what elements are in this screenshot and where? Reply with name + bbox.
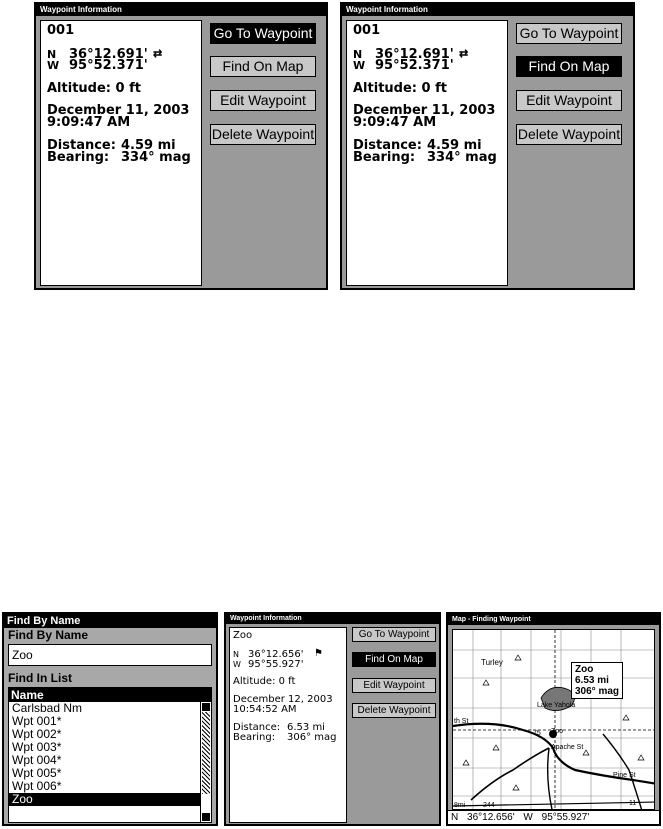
waypoint-info-zoo-screen	[224, 612, 441, 826]
list-item-selected[interactable]: Zoo	[9, 793, 211, 806]
find-on-map-button[interactable]: Find On Map	[516, 56, 622, 77]
list-item[interactable]: Wpt 004*	[12, 753, 62, 767]
lat-prefix: N	[47, 48, 57, 61]
latitude: 36°12.691'	[69, 47, 148, 62]
map-label-hwy-11: 11	[629, 800, 637, 807]
find-on-map-button[interactable]: Find On Map	[352, 652, 436, 667]
latitude: 36°12.656'	[248, 649, 304, 660]
lon-prefix: W	[233, 660, 241, 669]
time: 9:09:47 AM	[47, 115, 131, 130]
list-item[interactable]: Wpt 006*	[12, 779, 62, 793]
waypoint-popup	[571, 662, 623, 699]
screen-title: Map - Finding Waypoint	[448, 614, 659, 625]
date: December 11, 2003	[353, 103, 496, 118]
map-graphics	[453, 630, 655, 810]
lon-prefix: W	[353, 59, 366, 72]
find-by-name-screen	[2, 612, 218, 826]
waypoint-symbol-icon: ⇄	[153, 48, 163, 60]
map-screen	[446, 612, 661, 826]
altitude: Altitude: 0 ft	[353, 81, 447, 96]
find-in-list-label: Find In List	[8, 671, 72, 685]
map-label-apache: Apache St	[551, 744, 584, 751]
status-lat: 36°12.656'	[467, 812, 515, 823]
date: December 11, 2003	[47, 103, 190, 118]
find-by-name-label: Find By Name	[8, 628, 89, 642]
list-item[interactable]: Carlsbad Nm	[12, 701, 83, 715]
map-label-hwy-244: 244	[483, 802, 495, 809]
find-by-name-input[interactable]: Zoo	[8, 644, 212, 666]
lat-prefix: N	[233, 650, 239, 659]
delete-waypoint-button[interactable]: Delete Waypoint	[210, 124, 316, 145]
altitude: Altitude: 0 ft	[233, 676, 296, 687]
map-label-lake: Lake Yahola	[537, 702, 576, 709]
bearing-value: 334° mag	[121, 150, 191, 165]
map-position-status	[448, 810, 659, 824]
status-lat-prefix: N	[451, 812, 459, 823]
go-to-waypoint-button[interactable]: Go To Waypoint	[516, 23, 622, 44]
list-item[interactable]: Wpt 003*	[12, 740, 62, 754]
distance-label: Distance:	[47, 138, 116, 153]
map-scale-label: 8mi	[454, 802, 466, 809]
name-column-header: Name	[9, 688, 211, 702]
time: 9:09:47 AM	[353, 115, 437, 130]
screen-title: Find By Name	[4, 614, 216, 628]
popup-name: Zoo	[575, 664, 594, 675]
delete-waypoint-button[interactable]: Delete Waypoint	[352, 703, 436, 718]
waypoint-name-list[interactable]	[8, 687, 212, 823]
latitude: 36°12.691'	[375, 47, 454, 62]
screen-title: Waypoint Information	[36, 4, 326, 16]
map-label-hwy-75: 75	[533, 730, 541, 737]
go-to-waypoint-button[interactable]: Go To Waypoint	[352, 627, 436, 642]
waypoint-name: 001	[47, 23, 75, 38]
waypoint-symbol-icon: ⇄	[459, 48, 469, 60]
status-lon: 95°55.927'	[541, 812, 590, 823]
screen-title: Waypoint Information	[226, 614, 439, 624]
scroll-down-arrow-icon[interactable]	[202, 813, 210, 821]
bearing-value: 334° mag	[427, 150, 497, 165]
date: December 12, 2003	[233, 694, 333, 705]
bearing-label: Bearing:	[47, 150, 110, 165]
longitude: 95°55.927'	[248, 659, 304, 670]
map-label-turley: Turley	[481, 658, 503, 667]
list-item[interactable]: Wpt 005*	[12, 766, 62, 780]
status-lon-prefix: W	[523, 812, 533, 823]
longitude: 95°52.371'	[69, 58, 148, 73]
longitude: 95°52.371'	[375, 58, 454, 73]
time: 10:54:52 AM	[233, 704, 297, 715]
delete-waypoint-button[interactable]: Delete Waypoint	[516, 124, 622, 145]
popup-distance: 6.53 mi	[575, 675, 609, 686]
waypoint-name: 001	[353, 23, 381, 38]
list-item[interactable]: Wpt 001*	[12, 714, 62, 728]
waypoint-details-panel	[229, 627, 347, 823]
find-on-map-button[interactable]: Find On Map	[210, 56, 316, 77]
waypoint-info-screen-1	[34, 2, 328, 290]
scroll-thumb[interactable]	[202, 712, 210, 794]
edit-waypoint-button[interactable]: Edit Waypoint	[516, 90, 622, 111]
distance-value: 4.59 mi	[121, 138, 176, 153]
lon-prefix: W	[47, 59, 60, 72]
list-item[interactable]: Wpt 002*	[12, 727, 62, 741]
waypoint-info-screen-2	[340, 2, 635, 290]
map-label-pine: Pine St	[613, 772, 636, 779]
distance-value: 4.59 mi	[427, 138, 482, 153]
screen-title: Waypoint Information	[342, 4, 633, 16]
altitude: Altitude: 0 ft	[47, 81, 141, 96]
popup-bearing: 306° mag	[575, 686, 620, 697]
go-to-waypoint-button[interactable]: Go To Waypoint	[210, 23, 316, 44]
distance-label: Distance:	[233, 722, 281, 733]
distance-value: 6.53 mi	[287, 722, 325, 733]
bearing-value: 306° mag	[287, 732, 337, 743]
waypoint-name: Zoo	[233, 630, 253, 641]
scroll-up-arrow-icon[interactable]	[202, 703, 210, 711]
waypoint-details-panel	[346, 20, 508, 286]
map-label-zoo: Zoo	[551, 728, 564, 735]
waypoint-symbol-icon: ⚑	[314, 648, 323, 659]
map-label-th-st: th St	[454, 718, 469, 725]
distance-label: Distance:	[353, 138, 422, 153]
bearing-label: Bearing:	[353, 150, 416, 165]
waypoint-details-panel	[40, 20, 202, 286]
list-scrollbar[interactable]	[200, 702, 211, 822]
edit-waypoint-button[interactable]: Edit Waypoint	[210, 90, 316, 111]
edit-waypoint-button[interactable]: Edit Waypoint	[352, 678, 436, 693]
map-view[interactable]	[452, 629, 655, 810]
lat-prefix: N	[353, 48, 363, 61]
bearing-label: Bearing:	[233, 732, 276, 743]
